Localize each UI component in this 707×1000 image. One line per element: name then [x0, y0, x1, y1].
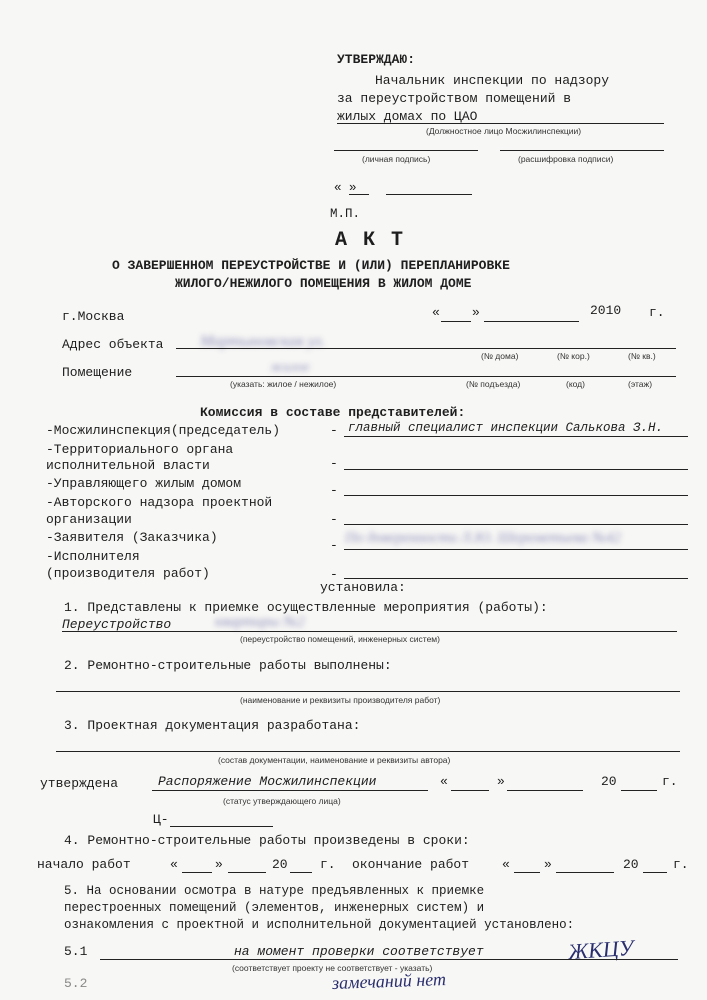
chair-label: -Мосжилинспекция(председатель)	[46, 423, 281, 438]
start-year-suffix: г.	[320, 857, 336, 872]
signature-caption: (личная подпись)	[362, 154, 431, 164]
item-5-1-line	[100, 959, 678, 960]
applicant-label: -Заявителя (Заказчика)	[46, 530, 218, 545]
end-quote-open: «	[502, 857, 510, 872]
approval-day-line	[349, 194, 369, 195]
signature-line	[334, 150, 478, 151]
end-day-line	[514, 872, 540, 873]
act-month-line	[484, 321, 579, 322]
item-2-line	[56, 691, 680, 692]
approved-line	[152, 790, 428, 791]
end-year-line	[643, 872, 667, 873]
item-3-caption: (состав документации, наименование и реквизиты автора)	[218, 755, 451, 765]
supervision-label-2: организации	[46, 512, 132, 527]
approved-year-line	[621, 790, 657, 791]
approved-year-suffix: г.	[662, 774, 678, 789]
address-label: Адрес объекта	[62, 337, 164, 352]
item-3-line	[56, 751, 680, 752]
start-year-line	[290, 872, 312, 873]
applicant-value: По доверенности Л.Ю. Шереметьева №42	[345, 530, 621, 546]
item-5-2-handwritten: замечаний нет	[331, 969, 447, 993]
item-5-line-2: перестроенных помещений (элементов, инженерных систем) и	[64, 901, 485, 915]
position-caption: (Должностное лицо Мосжилинспекции)	[426, 126, 582, 136]
end-label: окончание работ	[352, 857, 470, 872]
established-label: установила:	[320, 580, 406, 595]
chair-line	[344, 436, 688, 437]
manager-label: -Управляющего жилым домом	[46, 476, 242, 491]
territorial-line	[344, 469, 688, 470]
approval-line-1: Начальник инспекции по надзору	[375, 73, 610, 88]
executor-label-2: (производителя работ)	[46, 566, 210, 581]
premises-line	[176, 376, 676, 377]
code-caption: (код)	[566, 379, 585, 389]
item-1-line	[62, 631, 677, 632]
item-5-1-caption: (соответствует проекту не соответствует - указать)	[232, 963, 433, 973]
item-1-value-redacted: квартиры №2	[215, 614, 305, 630]
act-subtitle-line-2: ЖИЛОГО/НЕЖИЛОГО ПОМЕЩЕНИЯ В ЖИЛОМ ДОМЕ	[175, 276, 472, 291]
item-1-text: 1. Представлены к приемке осуществленные мероприятия (работы):	[64, 600, 548, 615]
item-4-text: 4. Ремонтно-строительные работы произведены в сроки:	[64, 833, 470, 848]
act-subtitle-line-1: О ЗАВЕРШЕННОМ ПЕРЕУСТРОЙСТВЕ И (ИЛИ) ПЕРЕПЛАНИРОВКЕ	[112, 258, 510, 273]
address-value: Мартыновская ул.	[200, 333, 326, 350]
end-month-line	[556, 872, 614, 873]
end-quote-close: »	[544, 857, 552, 872]
supervision-line	[344, 524, 688, 525]
decoding-line	[500, 150, 664, 151]
approved-quote-close: »	[497, 774, 505, 789]
applicant-dash: -	[330, 538, 338, 553]
act-year: 2010	[590, 303, 622, 318]
approval-date-quotes: « »	[334, 181, 357, 195]
chair-value: главный специалист инспекции Салькова З.Н.	[348, 421, 664, 435]
address-line	[176, 348, 676, 349]
item-3-text: 3. Проектная документация разработана:	[64, 718, 361, 733]
c-label: Ц-	[153, 812, 169, 827]
decoding-caption: (расшифровка подписи)	[518, 154, 614, 164]
territorial-label-1: -Территориального органа	[46, 442, 234, 457]
act-day-line	[441, 321, 471, 322]
start-label: начало работ	[37, 857, 131, 872]
approval-line-underline	[337, 123, 664, 124]
approved-label: утверждена	[40, 776, 119, 791]
act-title: А К Т	[335, 229, 406, 252]
end-century: 20	[623, 857, 639, 872]
approved-century: 20	[601, 774, 617, 789]
premises-label: Помещение	[62, 365, 133, 380]
item-5-1-handwritten: ЖКЦУ	[567, 934, 635, 965]
approved-caption: (статус утверждающего лица)	[223, 796, 341, 806]
floor-caption: (этаж)	[628, 379, 653, 389]
item-5-1-label: 5.1	[64, 944, 88, 959]
apartment-caption: (№ кв.)	[628, 351, 656, 361]
executor-label-1: -Исполнителя	[46, 549, 140, 564]
supervision-dash: -	[330, 512, 338, 527]
approval-line-2: за переустройством помещений в	[337, 91, 572, 106]
start-month-line	[228, 872, 266, 873]
start-quote-open: «	[170, 857, 178, 872]
end-year-suffix: г.	[673, 857, 689, 872]
approval-line-3: жилых домах по ЦАО	[337, 109, 478, 124]
approved-day-line	[451, 790, 489, 791]
premises-type-caption: (указать: жилое / нежилое)	[230, 379, 337, 389]
act-year-suffix: г.	[649, 305, 665, 320]
supervision-label-1: -Авторского надзора проектной	[46, 495, 273, 510]
entrance-caption: (№ подъезда)	[466, 379, 521, 389]
item-5-line-3: ознакомления с проектной и исполнительной документацией установлено:	[64, 918, 575, 932]
chair-dash: -	[330, 423, 338, 438]
commission-heading: Комиссия в составе представителей:	[200, 405, 466, 420]
approved-quote-open: «	[440, 774, 448, 789]
building-caption: (№ кор.)	[557, 351, 590, 361]
item-2-text: 2. Ремонтно-строительные работы выполнены:	[64, 658, 392, 673]
date-close-quote: »	[472, 305, 480, 320]
applicant-line	[344, 549, 688, 550]
executor-line	[344, 578, 688, 579]
item-5-line-1: 5. На основании осмотра в натуре предъявленных к приемке	[64, 884, 485, 898]
start-century: 20	[272, 857, 288, 872]
start-quote-close: »	[215, 857, 223, 872]
approved-month-line	[507, 790, 583, 791]
approved-value: Распоряжение Мосжилинспекции	[158, 774, 377, 789]
territorial-dash: -	[330, 456, 338, 471]
approval-month-line	[386, 194, 472, 195]
house-caption: (№ дома)	[481, 351, 519, 361]
date-open-quote: «	[432, 305, 440, 320]
premises-value: жилое	[270, 360, 310, 375]
executor-dash: -	[330, 567, 338, 582]
approval-heading: УТВЕРЖДАЮ:	[337, 52, 416, 67]
item-5-2-label: 5.2	[64, 976, 88, 991]
item-1-caption: (переустройство помещений, инженерных систем)	[240, 634, 440, 644]
city-label: г.Москва	[62, 309, 125, 324]
c-line	[170, 826, 273, 827]
item-5-1-value: на момент проверки соответствует	[234, 944, 484, 959]
manager-line	[344, 495, 688, 496]
stamp-label: М.П.	[330, 207, 361, 221]
territorial-label-2: исполнительной власти	[46, 458, 210, 473]
item-2-caption: (наименование и реквизиты производителя работ)	[240, 695, 441, 705]
start-day-line	[182, 872, 212, 873]
manager-dash: -	[330, 483, 338, 498]
item-1-value: Переустройство	[62, 617, 172, 632]
